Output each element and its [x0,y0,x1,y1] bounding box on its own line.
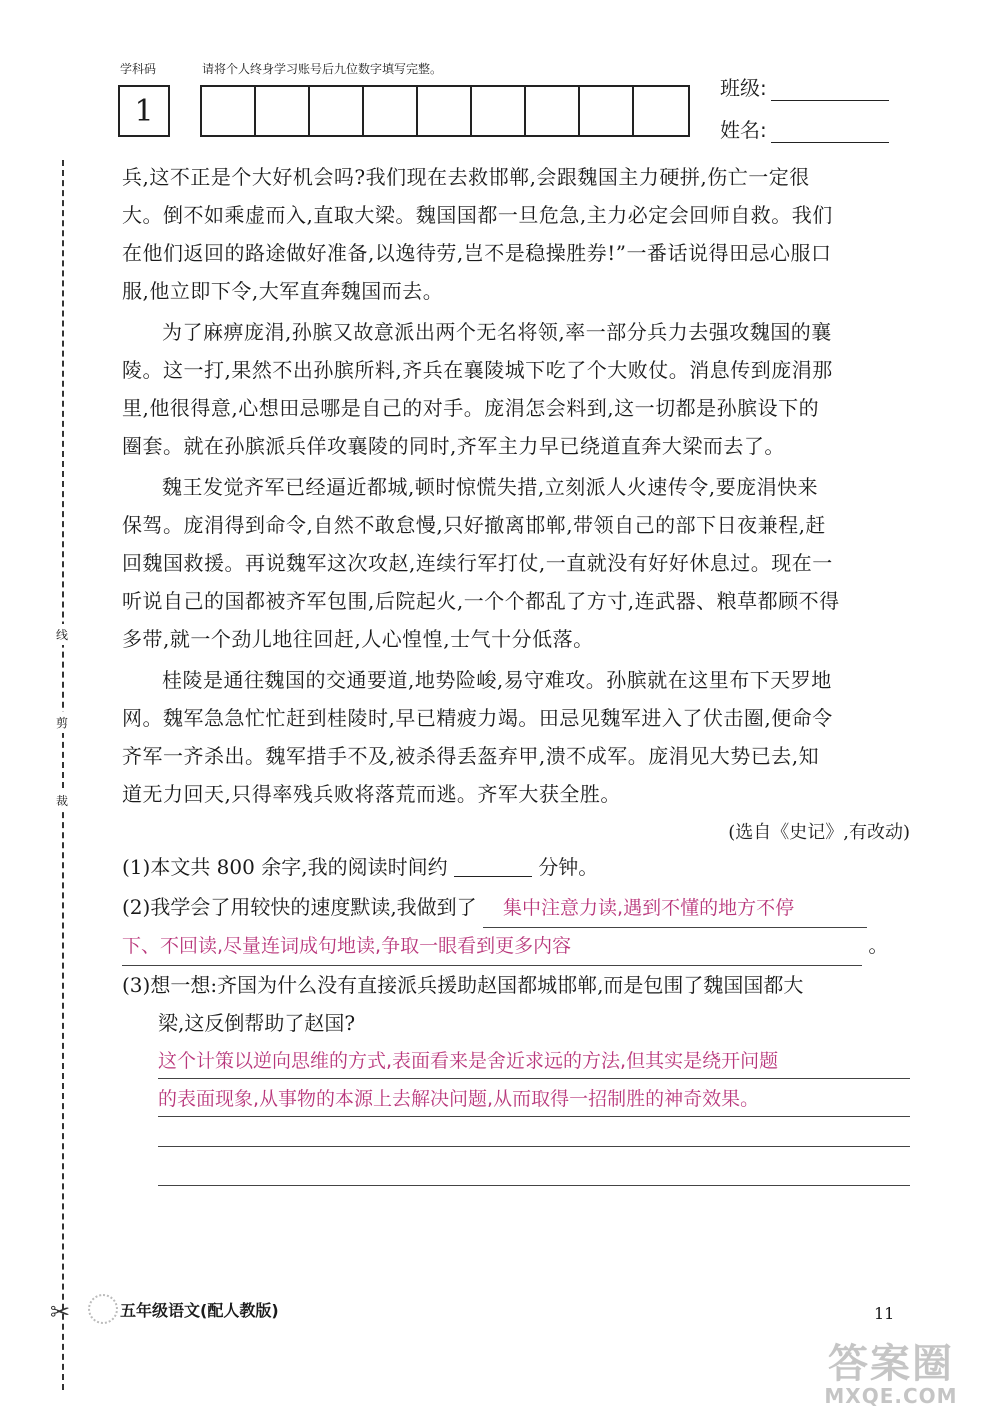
text-line: 服,他立即下令,大军直奔魏国而去。 [122,279,444,303]
account-digit-boxes[interactable] [200,85,690,137]
page-number: 11 [874,1304,895,1323]
text-line: 圈套。就在孙膑派兵佯攻襄陵的同时,齐军主力早已绕道直奔大梁而去了。 [122,434,785,458]
text-line: 兵,这不正是个大好机会吗?我们现在去救邯郸,会跟魏国主力硬拼,伤亡一定很 [122,165,810,189]
name-field[interactable] [720,114,889,143]
digit-box[interactable] [256,87,310,135]
cut-line-char: 线 [52,624,72,645]
text-line: 里,他很得意,心想田忌哪是自己的对手。庞涓怎会料到,这一切都是孙膑设下的 [122,396,820,420]
passage [122,158,922,816]
subject-code-value: 1 [134,93,154,129]
question-2-end: 。 [868,933,889,957]
question-3-answer-line-2[interactable]: 的表面现象,从事物的本源上去解决问题,从而取得一招制胜的神奇效果。 [158,1082,910,1117]
subject-code-box [118,85,170,137]
scissors-icon: ✂ [50,1298,71,1326]
text-line: 桂陵是通往魏国的交通要道,地势险峻,易守难攻。孙膑就在这里布下天罗地 [162,668,832,692]
text-line: 大。倒不如乘虚而入,直取大梁。魏国国都一旦危急,主力必定会回师自救。我们 [122,203,833,227]
paragraph [122,468,922,658]
text-line: 听说自己的国都被齐军包围,后院起火,一个个都乱了方寸,连武器、粮草都顾不得 [122,589,840,613]
text-line: 为了麻痹庞涓,孙膑又故意派出两个无名将领,率一部分兵力去强攻魏国的襄 [162,320,832,344]
question-3-line: (3)想一想:齐国为什么没有直接派兵援助赵国都城邯郸,而是包围了魏国国都大 [122,973,804,997]
question-3 [122,966,803,1042]
account-instruction: 请将个人终身学习账号后九位数字填写完整。 [202,62,443,76]
answer-blank-line[interactable] [158,1146,910,1147]
text-line: 齐军一齐杀出。魏军措手不及,被杀得丢盔弃甲,溃不成军。庞涓见大势已去,知 [122,744,820,768]
cut-line-char: 裁 [52,790,72,811]
digit-box[interactable] [418,87,472,135]
subject-code-label: 学科码 [120,62,157,76]
question-1-suffix: 分钟。 [538,855,599,879]
watermark-logo-text: 答案圈 [828,1341,954,1387]
question-1 [122,848,598,886]
reading-time-blank[interactable] [454,856,532,877]
watermark-url: MXQE.COM [824,1384,958,1408]
class-field[interactable] [720,72,889,101]
digit-box[interactable] [634,87,688,135]
class-label: 班级: [720,76,767,100]
question-2-text: (2)我学会了用较快的速度默读,我做到了 [122,895,477,919]
digit-box[interactable] [310,87,364,135]
digit-box[interactable] [202,87,256,135]
cut-line [62,160,64,1390]
text-line: 保驾。庞涓得到命令,自然不敢怠慢,只好撤离邯郸,带领自己的部下日夜兼程,赶 [122,513,826,537]
question-2-continued [122,926,912,966]
source-citation: (选自《史记》,有改动) [728,822,910,843]
text-line: 陵。这一打,果然不出孙膑所料,齐兵在襄陵城下吃了个大败仗。消息传到庞涓那 [122,358,833,382]
text-line: 在他们返回的路途做好准备,以逸待劳,岂不是稳操胜券!”一番话说得田忌心服口 [122,241,832,265]
text-line: 网。魏军急急忙忙赶到桂陵时,早已精疲力竭。田忌见魏军进入了伏击圈,便命令 [122,706,833,730]
digit-box[interactable] [364,87,418,135]
book-title: 五年级语文(配人教版) [120,1301,279,1320]
question-3-answer-line-1[interactable]: 这个计策以逆向思维的方式,表面看来是舍近求远的方法,但其实是绕开问题 [158,1044,910,1079]
text-line: 多带,就一个劲儿地往回赶,人心惶惶,士气十分低落。 [122,627,594,651]
class-input-line[interactable] [771,78,889,101]
digit-box[interactable] [472,87,526,135]
digit-box[interactable] [526,87,580,135]
text-line: 魏王发觉齐军已经逼近都城,顿时惊慌失措,立刻派人火速传令,要庞涓快来 [162,475,819,499]
text-line: 道无力回天,只得率残兵败将落荒而逃。齐军大获全胜。 [122,782,621,806]
question-2-answer-line-2[interactable]: 下、不回读,尽量连词成句地读,争取一眼看到更多内容 [122,927,862,966]
paragraph [122,158,922,310]
cut-line-char: 剪 [52,712,72,733]
site-watermark [806,1342,976,1406]
name-label: 姓名: [720,118,767,142]
digit-box[interactable] [580,87,634,135]
flower-decoration-icon [88,1294,118,1324]
text-line: 回魏国救援。再说魏军这次攻赵,连续行军打仗,一直就没有好好休息过。现在一 [122,551,833,575]
paragraph [122,661,922,813]
question-3-line: 梁,这反倒帮助了赵国? [158,1011,356,1035]
question-2 [122,888,867,928]
answer-blank-line[interactable] [158,1185,910,1186]
paragraph [122,313,922,465]
question-2-answer-line-1[interactable]: 集中注意力读,遇到不懂的地方不停 [483,889,867,928]
name-input-line[interactable] [771,120,889,143]
question-1-text: (1)本文共 800 余字,我的阅读时间约 [122,855,448,879]
